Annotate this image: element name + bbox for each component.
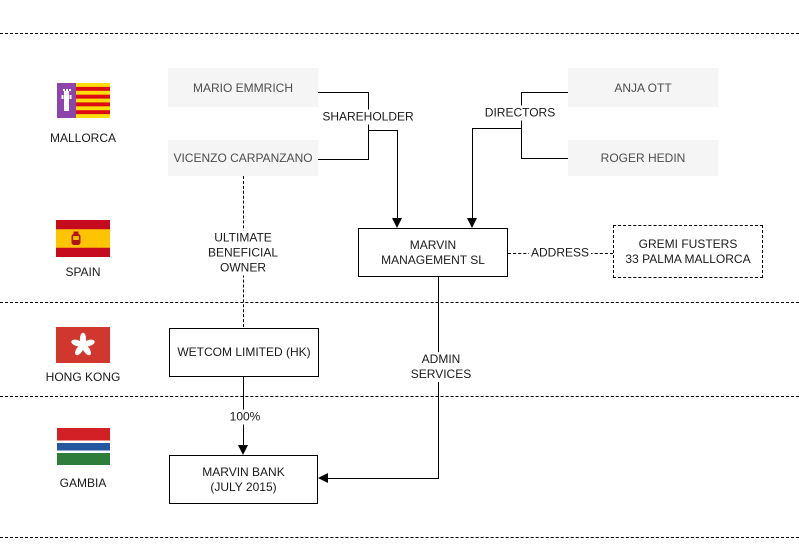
divider-hongkong-gambia bbox=[0, 396, 799, 397]
node-label-line2: (JULY 2015) bbox=[210, 479, 277, 494]
admin-services-arrowhead-icon bbox=[318, 473, 328, 483]
edge-label-admin-services bbox=[409, 352, 473, 382]
directors-arrow-line bbox=[472, 128, 473, 219]
node-label: MARIO EMMRICH bbox=[193, 80, 293, 95]
gambia-flag-icon bbox=[57, 428, 110, 465]
spain-flag-icon bbox=[56, 220, 110, 257]
edge-label-address: ADDRESS bbox=[530, 245, 590, 260]
node-label-line1: MARVIN bbox=[409, 237, 457, 252]
node-marvin-management bbox=[358, 228, 508, 277]
divider-bottom bbox=[0, 537, 799, 538]
node-label: WETCOM LIMITED (HK) bbox=[177, 345, 311, 359]
shareholder-stub bbox=[368, 130, 398, 131]
edge-label-directors: DIRECTORS bbox=[484, 105, 556, 120]
node-marvin-bank bbox=[169, 455, 318, 504]
region-label-spain: SPAIN bbox=[65, 265, 101, 279]
node-label-line1: MARVIN BANK bbox=[202, 464, 285, 479]
node-label: VICENZO CARPANZANO bbox=[173, 151, 313, 165]
shareholder-arrowhead-icon bbox=[392, 218, 402, 228]
divider-top bbox=[0, 33, 799, 34]
node-mario-emmrich bbox=[168, 68, 318, 107]
directors-arrowhead-icon bbox=[467, 218, 477, 228]
shareholder-line-vicenzo bbox=[318, 159, 368, 160]
ownership-arrowhead-icon bbox=[238, 445, 248, 455]
mallorca-flag-icon bbox=[57, 83, 110, 118]
node-anja-ott bbox=[568, 68, 718, 107]
directors-line-roger bbox=[521, 158, 568, 159]
edge-label-ubo-line1: ULTIMATE bbox=[214, 230, 272, 245]
node-gremi-fusters bbox=[613, 225, 763, 278]
node-label: ANJA OTT bbox=[614, 80, 672, 95]
region-label-hong-kong: HONG KONG bbox=[45, 370, 121, 384]
region-label-gambia: GAMBIA bbox=[59, 476, 107, 490]
directors-stub bbox=[472, 128, 522, 129]
edge-label-ubo-line3: OWNER bbox=[220, 260, 266, 275]
edge-label-ubo bbox=[206, 231, 280, 276]
node-label-line2: MANAGEMENT SL bbox=[381, 252, 485, 267]
region-label-mallorca: MALLORCA bbox=[49, 131, 117, 145]
shareholder-arrow-line bbox=[397, 130, 398, 219]
node-label-line1: GREMI FUSTERS bbox=[638, 236, 738, 251]
shareholder-bracket bbox=[368, 92, 369, 160]
node-wetcom-limited bbox=[169, 328, 319, 377]
node-label-line2: 33 PALMA MALLORCA bbox=[625, 251, 751, 266]
hong-kong-flag-icon bbox=[56, 327, 110, 363]
divider-spain-hongkong bbox=[0, 302, 799, 303]
node-vicenzo-carpanzano bbox=[168, 140, 318, 176]
admin-services-hline bbox=[328, 478, 439, 479]
node-roger-hedin bbox=[568, 140, 718, 176]
directors-bracket bbox=[521, 92, 522, 159]
node-label: ROGER HEDIN bbox=[600, 151, 686, 165]
edge-label-ubo-line2: BENEFICIAL bbox=[207, 245, 279, 260]
edge-label-shareholder: SHAREHOLDER bbox=[322, 109, 414, 124]
edge-label-admin-line2: SERVICES bbox=[410, 367, 472, 381]
edge-label-ownership-pct: 100% bbox=[229, 409, 261, 424]
directors-line-anja bbox=[521, 92, 568, 93]
shareholder-line-mario bbox=[318, 92, 368, 93]
edge-label-admin-line1: ADMIN bbox=[421, 352, 461, 366]
